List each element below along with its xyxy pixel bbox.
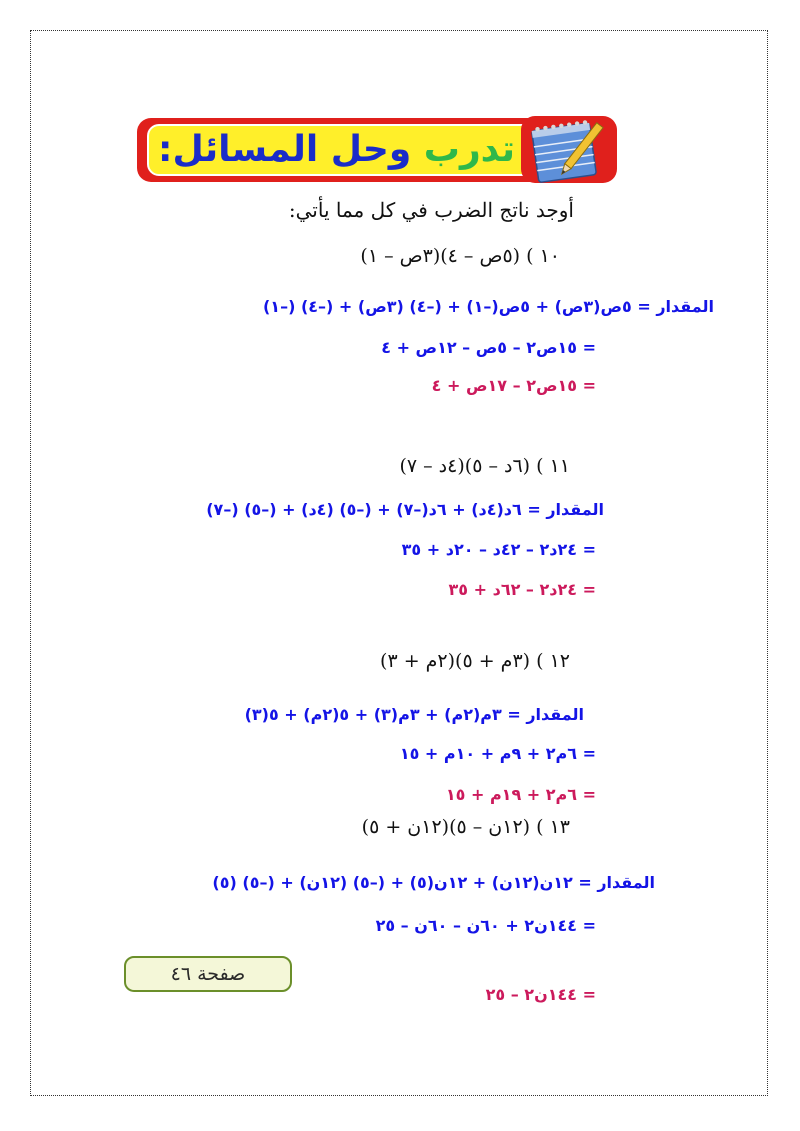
problem-12-answer: = ٦م٢ + ١٩م + ١٥ <box>445 785 596 804</box>
banner-title <box>158 124 515 176</box>
section-banner <box>131 112 619 187</box>
problem-11-step-1: المقدار = ٦د(٤د) + ٦د(–٧) + (–٥) (٤د) + (–٥) (–٧) <box>206 500 604 519</box>
problem-10-answer: = ١٥ص٢ – ١٧ص + ٤ <box>431 376 596 395</box>
problem-11-step-2: = ٢٤د٢ – ٤٢د – ٢٠د + ٣٥ <box>401 540 596 559</box>
problem-13-step-2: = ١٤٤ن٢ + ٦٠ن – ٦٠ن – ٢٥ <box>375 916 596 935</box>
problem-13-question: ١٣ ) (١٢ن – ٥)(١٢ن + ٥) <box>361 816 570 838</box>
problem-12-step-1: المقدار = ٣م(٢م) + ٣م(٣) + ٥(٢م) + ٥(٣) <box>244 705 584 724</box>
problem-10-question: ١٠ ) (٥ص – ٤)(٣ص – ١) <box>360 245 560 267</box>
problem-12-question: ١٢ ) (٣م + ٥)(٢م + ٣) <box>380 650 570 672</box>
banner-title-word1: تدرب <box>423 129 515 170</box>
page-number-badge: صفحة ٤٦ <box>124 956 292 992</box>
page-border <box>30 30 768 1096</box>
problem-11-answer: = ٢٤د٢ – ٦٢د + ٣٥ <box>448 580 596 599</box>
problem-10-step-2: = ١٥ص٢ – ٥ص – ١٢ص + ٤ <box>381 338 596 357</box>
problem-13-answer: = ١٤٤ن٢ – ٢٥ <box>485 985 596 1004</box>
problem-12-step-2: = ٦م٢ + ٩م + ١٠م + ١٥ <box>399 744 596 763</box>
problem-10-step-1: المقدار = ٥ص(٣ص) + ٥ص(–١) + (–٤) (٣ص) + (–٤) (–١) <box>262 297 714 316</box>
notepad-pencil-icon <box>519 112 619 187</box>
banner-title-word2: وحل المسائل: <box>158 129 412 170</box>
problem-11-question: ١١ ) (٦د – ٥)(٤د – ٧) <box>399 455 570 477</box>
problem-13-step-1: المقدار = ١٢ن(١٢ن) + ١٢ن(٥) + (–٥) (١٢ن) + (–٥) (٥) <box>212 873 655 892</box>
instruction-text: أوجد ناتج الضرب في كل مما يأتي: <box>288 198 574 222</box>
